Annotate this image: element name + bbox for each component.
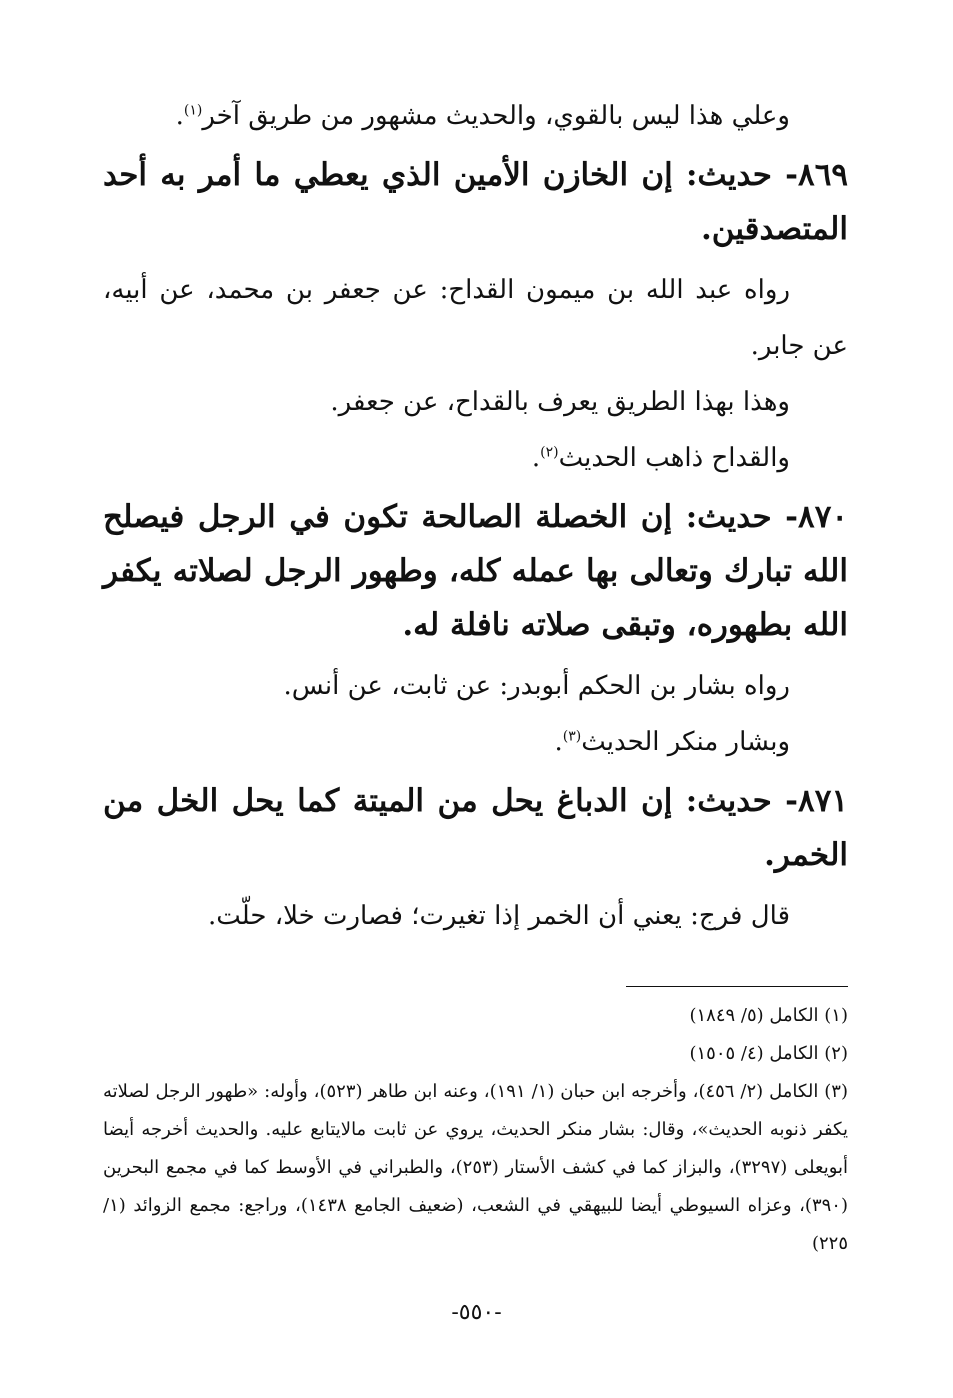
- page-number: -٥٥٠-: [451, 1300, 502, 1325]
- paragraph-6: [103, 714, 848, 770]
- footnote-ref-2[interactable]: (٢): [540, 444, 559, 461]
- footnote-1: (١) الكامل (٥/ ١٨٤٩): [689, 1005, 848, 1026]
- paragraph-4-text: والقداح ذاهب الحديث: [558, 443, 790, 473]
- paragraph-4: [103, 430, 848, 486]
- footnote-separator: [626, 986, 848, 987]
- paragraph-1-end: .: [175, 101, 184, 131]
- paragraph-6-end: .: [554, 727, 563, 757]
- paragraph-2: رواه عبد الله بن ميمون القداح: عن جعفر بن محمد، عن أبيه، عن جابر.: [103, 275, 848, 361]
- paragraph-5: رواه بشار بن الحكم أبوبدر: عن ثابت، عن أنس.: [283, 671, 790, 701]
- footnote-2: (٢) الكامل (٤/ ١٥٠٥): [689, 1043, 848, 1064]
- paragraph-3: وهذا بهذا الطريق يعرف بالقداح، عن جعفر.: [330, 387, 790, 417]
- page-body: [103, 88, 848, 1263]
- paragraph-6-text: وبشار منكر الحديث: [581, 727, 790, 757]
- paragraph-4-end: .: [531, 443, 541, 473]
- hadith-871-heading: ٨٧١- حديث: إن الدباغ يحل من الميتة كما يحل الخل من الخمر.: [103, 783, 848, 873]
- paragraph-7: قال فرج: يعني أن الخمر إذا تغيرت؛ فصارت خلا، حلّت.: [208, 901, 790, 931]
- footnote-ref-1[interactable]: (١): [183, 102, 203, 119]
- paragraph-1-text: وعلي هذا ليس بالقوي، والحديث مشهور من طريق آخر: [202, 101, 790, 131]
- footnote-ref-3[interactable]: (٣): [562, 728, 582, 745]
- paragraph-1: [103, 88, 848, 144]
- hadith-870-heading: ٨٧٠- حديث: إن الخصلة الصالحة تكون في الرجل فيصلح الله تبارك وتعالى بها عمله كله، وطهور الرجل لصلاته يكفر الله بطهوره، وتبقى صلاته نافلة له.: [103, 499, 848, 643]
- footnote-3: (٣) الكامل (٢/ ٤٥٦)، وأخرجه ابن حبان (١/ ١٩١)، وعنه ابن طاهر (٥٢٣)، وأوله: «طهور الرجل لصلاته يكفر ذنوبه الحديث»، وقال: بشار منكر الحديث، يروي عن ثابت مالايتابع عليه. والحديث أخرجه أيضا أبويعلى (٣٢٩٧)، والبزاز كما في كشف الأستار (٢٥٣)، والطبراني في الأوسط كما في مجمع البحرين (٣٩٠)، وعزاه السيوطي أيضا للبيهقي في الشعب، (ضعيف الجامع ١٤٣٨)، وراجع: مجمع الزوائد (١/ ٢٢٥): [103, 1081, 849, 1254]
- hadith-869-heading: ٨٦٩- حديث: إن الخازن الأمين الذي يعطي ما أمر به أحد المتصدقين.: [103, 157, 848, 247]
